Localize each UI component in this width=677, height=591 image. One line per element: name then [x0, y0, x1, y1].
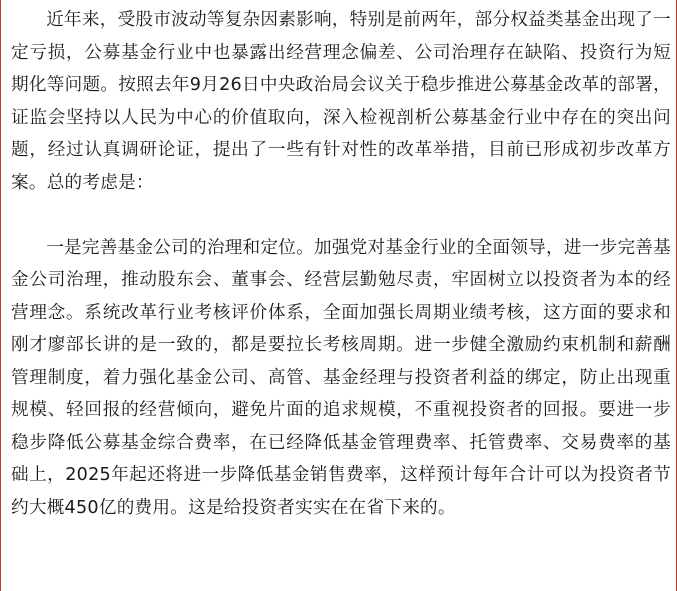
- article-body: [11, 4, 671, 524]
- paragraph-intro: 近年来，受股市波动等复杂因素影响，特别是前两年，部分权益类基金出现了一定亏损，公募基金行业中也暴露出经营理念偏差、公司治理存在缺陷、投资行为短期化等问题。按照去年9月26日中央政治局会议关于稳步推进公募基金改革的部署，证监会坚持以人民为中心的价值取向，深入检视剖析公募基金行业中存在的突出问题，经过认真调研论证，提出了一些有针对性的改革举措，目前已形成初步改革方案。总的考虑是：: [11, 10, 671, 193]
- paragraph-point-one: 一是完善基金公司的治理和定位。加强党对基金行业的全面领导，进一步完善基金公司治理，推动股东会、董事会、经营层勤勉尽责，牢固树立以投资者为本的经营理念。系统改革行业考核评价体系，全面加强长周期业绩考核，这方面的要求和刚才廖部长讲的是一致的，都是要拉长考核周期。进一步健全激励约束机制和薪酬管理制度，着力强化基金公司、高管、基金经理与投资者利益的绑定，防止出现重规模、轻回报的经营倾向，避免片面的追求规模，不重视投资者的回报。要进一步稳步降低公募基金综合费率，在已经降低基金管理费率、托管费率、交易费率的基础上，2025年起还将进一步降低基金销售费率，这样预计每年合计可以为投资者节约大概450亿的费用。这是给投资者实实在在省下来的。: [11, 237, 671, 518]
